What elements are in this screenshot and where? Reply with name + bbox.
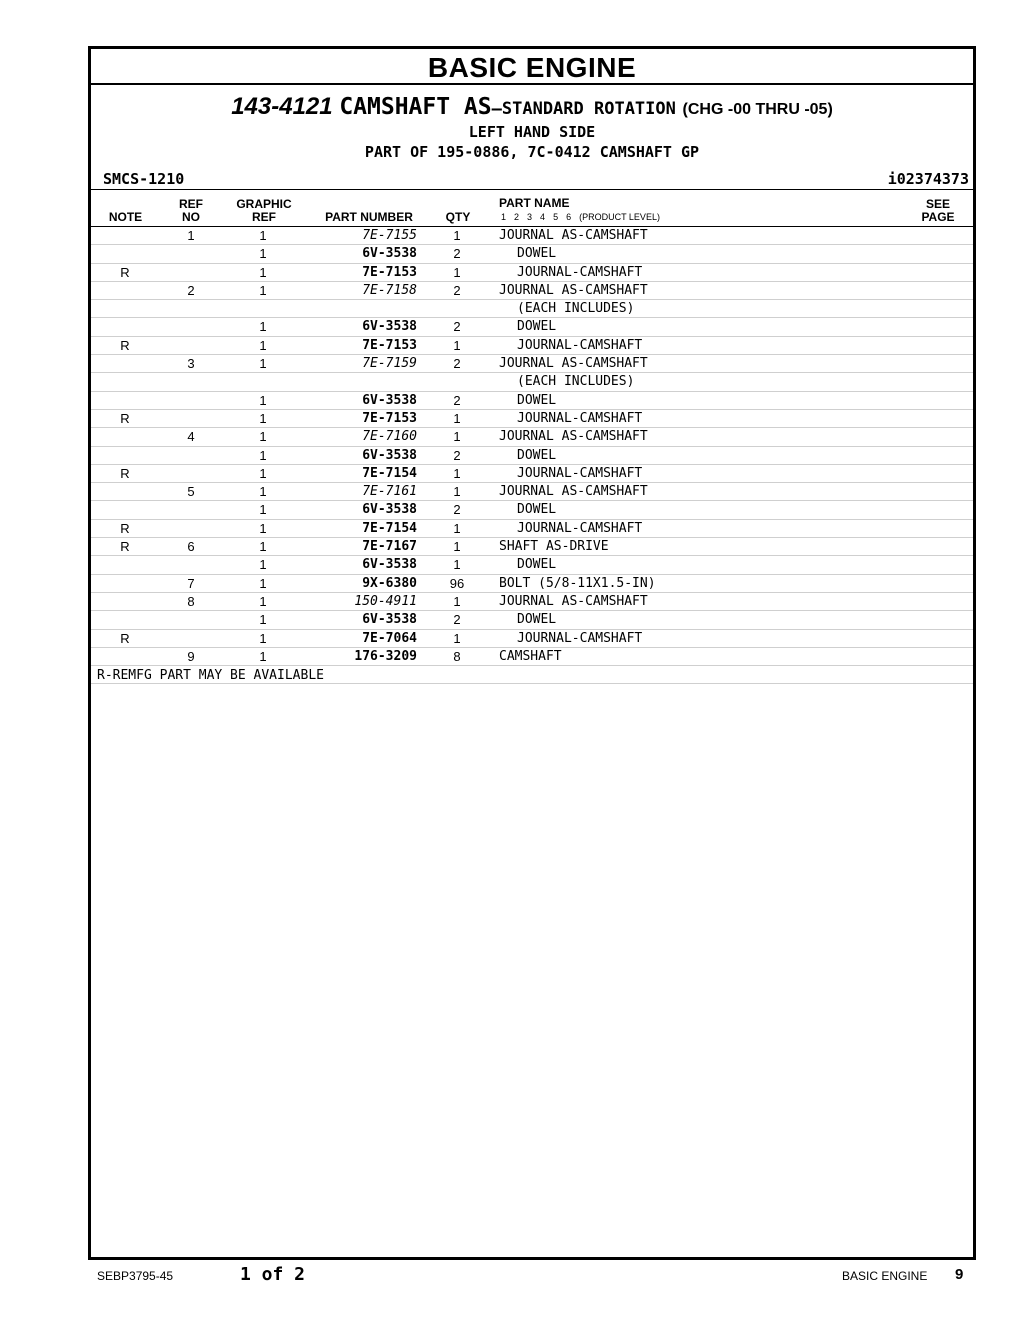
- part-name-cell: JOURNAL AS-CAMSHAFT: [499, 484, 648, 500]
- assembly-part-of: PART OF 195-0886, 7C-0412 CAMSHAFT GP: [364, 143, 700, 161]
- ref-no-cell: 1: [187, 228, 195, 243]
- part-name-cell: JOURNAL-CAMSHAFT: [517, 410, 643, 426]
- qty-cell: 8: [453, 648, 461, 664]
- part-name-cell: JOURNAL AS-CAMSHAFT: [499, 429, 648, 445]
- qty-cell: 1: [453, 484, 461, 500]
- ref-no-cell: 7: [187, 575, 195, 591]
- table-row: [91, 264, 973, 282]
- part-number-cell: 6V-3538: [362, 246, 417, 262]
- graphic-ref-cell: 1: [259, 282, 267, 298]
- table-row: [91, 428, 973, 446]
- qty-cell: 1: [453, 337, 461, 353]
- ref-no-cell: 5: [187, 484, 195, 500]
- part-number-cell: 7E-7154: [362, 520, 417, 536]
- part-number-cell: 7E-7153: [362, 410, 417, 426]
- table-row: [91, 318, 973, 336]
- graphic-ref-cell: 1: [259, 447, 267, 463]
- footer-doc-number: SEBP3795-45: [97, 1269, 174, 1283]
- assembly-side: LEFT HAND SIDE: [468, 123, 596, 141]
- part-number-cell: 7E-7064: [362, 630, 417, 646]
- table-row: [91, 447, 973, 465]
- part-name-cell: DOWEL: [517, 612, 557, 628]
- table-row: [91, 300, 973, 318]
- qty-cell: 2: [453, 319, 461, 335]
- part-number-cell: 7E-7154: [362, 465, 417, 481]
- ref-no-cell: 3: [187, 356, 195, 372]
- part-number-cell: 7E-7155: [362, 228, 417, 243]
- table-row: [91, 410, 973, 428]
- graphic-ref-cell: 1: [259, 630, 267, 646]
- part-number-cell: 7E-7159: [362, 356, 417, 372]
- note-cell: R: [120, 264, 130, 280]
- graphic-ref-cell: 1: [259, 429, 267, 445]
- graphic-ref-cell: 1: [259, 557, 267, 573]
- smcs-code: SMCS-1210: [103, 170, 185, 188]
- part-number-cell: 6V-3538: [362, 392, 417, 408]
- part-number-cell: 6V-3538: [362, 612, 417, 628]
- level-3: 3: [527, 212, 533, 222]
- part-name-cell: JOURNAL AS-CAMSHAFT: [499, 282, 648, 298]
- part-name-cell: DOWEL: [517, 447, 557, 463]
- table-row: [91, 593, 973, 611]
- part-number-cell: 7E-7158: [362, 282, 417, 298]
- col-see-page: [913, 198, 963, 224]
- col-qty: QTY: [445, 210, 471, 224]
- level-1: 1: [501, 212, 507, 222]
- qty-cell: 2: [453, 246, 461, 262]
- col-ref-no-line2: NO: [182, 210, 200, 224]
- graphic-ref-cell: 1: [259, 356, 267, 372]
- assembly-part-number: 143-4121: [231, 93, 333, 120]
- part-number-cell: 6V-3538: [362, 557, 417, 573]
- graphic-ref-cell: 1: [259, 612, 267, 628]
- table-row: [91, 611, 973, 629]
- table-row: [91, 520, 973, 538]
- graphic-ref-cell: 1: [259, 319, 267, 335]
- table-row: [91, 630, 973, 648]
- footnote: R-REMFG PART MAY BE AVAILABLE: [91, 666, 973, 684]
- part-name-cell: CAMSHAFT: [499, 648, 562, 664]
- part-number-cell: 150-4911: [354, 593, 417, 609]
- part-name-cell: DOWEL: [517, 392, 557, 408]
- qty-cell: 1: [453, 264, 461, 280]
- level-6: 6: [566, 212, 572, 222]
- ref-no-cell: 8: [187, 593, 195, 609]
- col-graphic-ref-line1: GRAPHIC: [236, 197, 292, 211]
- level-label: (PRODUCT LEVEL): [579, 212, 660, 222]
- table-row: [91, 373, 973, 391]
- col-ref-no: [171, 198, 211, 224]
- part-number-cell: 7E-7167: [362, 539, 417, 555]
- qty-cell: 2: [453, 356, 461, 372]
- part-number-cell: 7E-7153: [362, 337, 417, 353]
- part-name-cell: JOURNAL-CAMSHAFT: [517, 337, 643, 353]
- table-row: [91, 575, 973, 593]
- assembly-name: CAMSHAFT AS: [339, 94, 492, 120]
- qty-cell: 2: [453, 612, 461, 628]
- graphic-ref-cell: 1: [259, 575, 267, 591]
- part-name-cell: JOURNAL AS-CAMSHAFT: [499, 356, 648, 372]
- part-name-cell: DOWEL: [517, 246, 557, 262]
- part-number-cell: 176-3209: [354, 648, 417, 664]
- graphic-ref-cell: 1: [259, 465, 267, 481]
- qty-cell: 1: [453, 593, 461, 609]
- note-cell: R: [120, 630, 130, 646]
- assembly-heading: [91, 93, 973, 124]
- level-5: 5: [553, 212, 559, 222]
- graphic-ref-cell: 1: [259, 228, 267, 243]
- table-row: [91, 337, 973, 355]
- part-name-cell: JOURNAL-CAMSHAFT: [517, 520, 643, 536]
- graphic-ref-cell: 1: [259, 392, 267, 408]
- part-name-cell: JOURNAL AS-CAMSHAFT: [499, 228, 648, 243]
- graphic-ref-cell: 1: [259, 264, 267, 280]
- table-row: [91, 355, 973, 373]
- table-row: [91, 465, 973, 483]
- table-row: [91, 648, 973, 666]
- note-cell: R: [120, 539, 130, 555]
- part-number-cell: 9X-6380: [362, 575, 417, 591]
- assembly-rotation: —STANDARD ROTATION: [491, 99, 676, 119]
- qty-cell: 1: [453, 520, 461, 536]
- graphic-ref-cell: 1: [259, 410, 267, 426]
- table-row: [91, 501, 973, 519]
- table-row: [91, 483, 973, 501]
- part-name-cell: JOURNAL-CAMSHAFT: [517, 465, 643, 481]
- qty-cell: 1: [453, 465, 461, 481]
- assembly-change-range: (CHG -00 THRU -05): [682, 101, 833, 118]
- note-cell: R: [120, 337, 130, 353]
- part-name-cell: (EACH INCLUDES): [517, 374, 635, 390]
- graphic-ref-cell: 1: [259, 648, 267, 664]
- qty-cell: 2: [453, 447, 461, 463]
- graphic-ref-cell: 1: [259, 484, 267, 500]
- note-cell: R: [120, 465, 130, 481]
- col-graphic-ref: [229, 198, 299, 224]
- qty-cell: 1: [453, 539, 461, 555]
- footer-page-of: 1 of 2: [240, 1264, 306, 1285]
- col-see-page-line2: PAGE: [921, 210, 955, 224]
- col-see-page-line1: SEE: [925, 197, 950, 211]
- part-name-cell: JOURNAL-CAMSHAFT: [517, 264, 643, 280]
- part-name-cell: DOWEL: [517, 557, 557, 573]
- qty-cell: 2: [453, 282, 461, 298]
- divider: [91, 189, 973, 190]
- table-row: [91, 245, 973, 263]
- part-number-cell: 7E-7160: [362, 429, 417, 445]
- ref-no-cell: 4: [187, 429, 195, 445]
- graphic-ref-cell: 1: [259, 502, 267, 518]
- part-name-cell: (EACH INCLUDES): [517, 301, 635, 317]
- qty-cell: 1: [453, 630, 461, 646]
- graphic-ref-cell: 1: [259, 520, 267, 536]
- part-number-cell: 7E-7153: [362, 264, 417, 280]
- page-title: BASIC ENGINE: [91, 49, 973, 85]
- ref-no-cell: 9: [187, 648, 195, 664]
- qty-cell: 1: [453, 429, 461, 445]
- table-row: [91, 556, 973, 574]
- part-number-cell: 6V-3538: [362, 502, 417, 518]
- part-number-cell: 7E-7161: [362, 484, 417, 500]
- qty-cell: 2: [453, 392, 461, 408]
- col-ref-no-line1: REF: [179, 197, 203, 211]
- level-4: 4: [540, 212, 546, 222]
- parts-page-frame: [88, 46, 976, 1260]
- table-row: [91, 282, 973, 300]
- part-name-cell: DOWEL: [517, 319, 557, 335]
- footer-section: BASIC ENGINE: [842, 1269, 928, 1283]
- qty-cell: 1: [453, 410, 461, 426]
- col-graphic-ref-line2: REF: [252, 210, 276, 224]
- qty-cell: 1: [453, 228, 461, 243]
- qty-cell: 1: [453, 557, 461, 573]
- note-cell: R: [120, 520, 130, 536]
- part-name-cell: JOURNAL-CAMSHAFT: [517, 630, 643, 646]
- product-levels: [501, 212, 668, 222]
- graphic-ref-cell: 1: [259, 539, 267, 555]
- part-name-cell: BOLT (5/8-11X1.5-IN): [499, 575, 656, 591]
- part-name-cell: JOURNAL AS-CAMSHAFT: [499, 593, 648, 609]
- ref-no-cell: 2: [187, 282, 195, 298]
- qty-cell: 96: [449, 575, 465, 591]
- footer-page-number: 9: [955, 1266, 964, 1283]
- col-part-number: PART NUMBER: [325, 210, 413, 224]
- col-part-name: PART NAME: [499, 196, 570, 210]
- illustration-id: i02374373: [887, 170, 969, 188]
- parts-table: [91, 227, 973, 684]
- part-name-cell: DOWEL: [517, 502, 557, 518]
- graphic-ref-cell: 1: [259, 246, 267, 262]
- qty-cell: 2: [453, 502, 461, 518]
- part-name-cell: SHAFT AS-DRIVE: [499, 539, 609, 555]
- table-row: [91, 538, 973, 556]
- part-number-cell: 6V-3538: [362, 319, 417, 335]
- table-row: [91, 227, 973, 245]
- col-note: NOTE: [108, 210, 143, 224]
- graphic-ref-cell: 1: [259, 337, 267, 353]
- ref-no-cell: 6: [187, 539, 195, 555]
- table-row: [91, 392, 973, 410]
- level-2: 2: [514, 212, 520, 222]
- part-number-cell: 6V-3538: [362, 447, 417, 463]
- note-cell: R: [120, 410, 130, 426]
- graphic-ref-cell: 1: [259, 593, 267, 609]
